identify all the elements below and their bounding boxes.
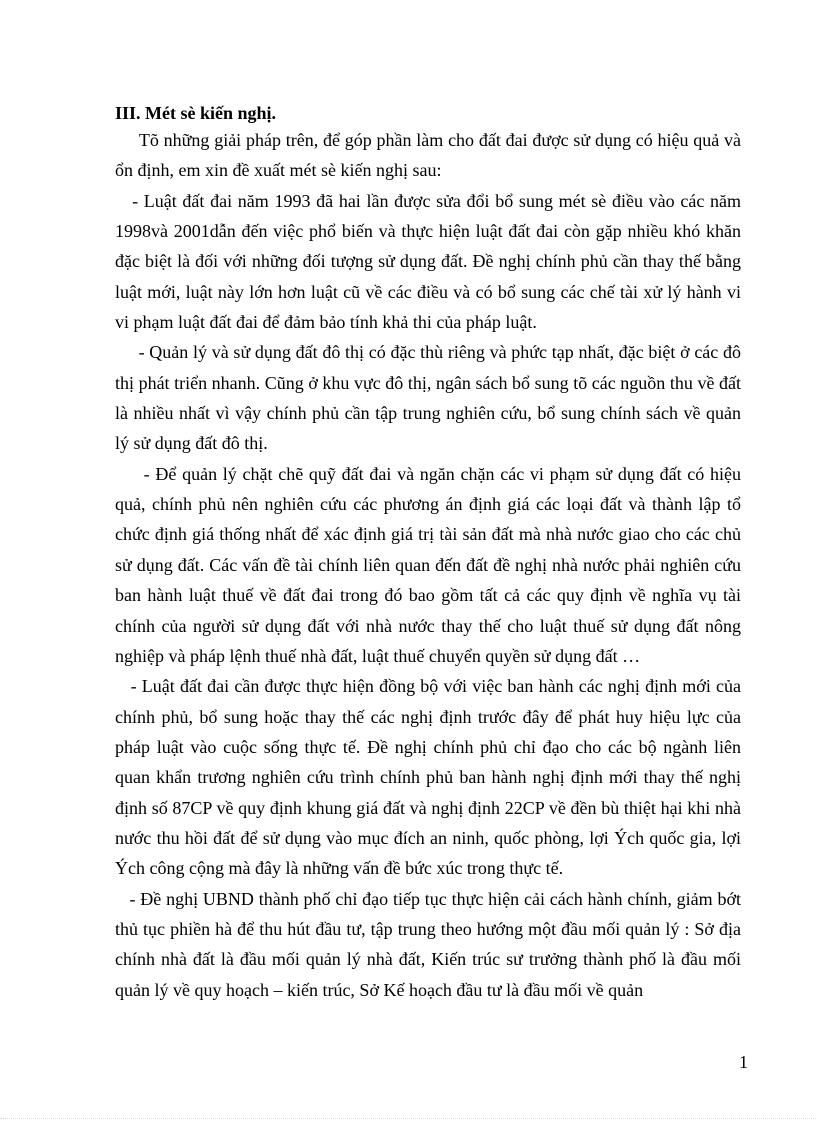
page-bottom-divider: [0, 1118, 816, 1119]
paragraph-urban-land: - Quản lý và sử dụng đất đô thị có đặc thù riêng và phức tạp nhất, đặc biệt ở các đô thị phát triển nhanh. Cũng ở khu vực đô thị, ngân sách bổ sung tõ các nguồn thu về đất là nhiều nhất vì vậy chính phủ cần tập trung nghiên cứu, bổ sung chính sách về quản lý sử dụng đất đô thị.: [115, 342, 746, 454]
paragraph-intro: Tõ những giải pháp trên, để góp phần làm cho đất đai được sử dụng có hiệu quả và ổn định, em xin đề xuất mét sè kiến nghị sau:: [115, 130, 746, 181]
paragraph-land-valuation: - Để quản lý chặt chẽ quỹ đất đai và ngăn chặn các vi phạm sử dụng đất có hiệu quả, chính phủ nên nghiên cứu các phương án định giá các loại đất và thành lập tổ chức định giá thống nhất để xác định giá trị tài sản đất mà nhà nước giao cho các chủ sử dụng đất. Các vấn đề tài chính liên quan đến đất đề nghị nhà nước phải nghiên cứu ban hành luật thuế về đất đai trong đó bao gồm tất cả các quy định về nghĩa vụ tài chính của người sử dụng đất với nhà nước thay thế cho luật thuế sử dụng đất nông nghiệp và pháp lệnh thuế nhà đất, luật thuế chuyển quyền sử dụng đất …: [115, 463, 746, 666]
section-heading: III. Mét sè kiến nghị.: [115, 103, 277, 123]
page-number: 1: [739, 1052, 748, 1072]
paragraph-decrees: - Luật đất đai cần được thực hiện đồng bộ với việc ban hành các nghị định mới của chính phủ, bổ sung hoặc thay thế các nghị định trước đây để phát huy hiệu lực của pháp luật vào cuộc sống thực tế. Đề nghị chính phủ chỉ đạo cho các bộ ngành liên quan khẩn trương nghiên cứu trình chính phủ ban hành nghị định mới thay thế nghị định số 87CP về quy định khung giá đất và nghị định 22CP về đền bù thiệt hại khi nhà nước thu hồi đất để sử dụng vào mục đích an ninh, quốc phòng, lợi Ých quốc gia, lợi Ých công cộng mà đây là những vấn đề bức xúc trong thực tế.: [115, 676, 746, 879]
paragraph-administrative-reform: - Đề nghị UBND thành phố chỉ đạo tiếp tục thực hiện cải cách hành chính, giảm bớt thủ tục phiền hà để thu hút đầu tư, tập trung theo hướng một đầu mối quản lý : Sở địa chính nhà đất là đầu mối quản lý nhà đất, Kiến trúc sư trưởng thành phố là đầu mối quản lý về quy hoạch – kiến trúc, Sở Kế hoạch đầu tư là đầu mối về quản: [115, 888, 746, 1000]
body-text: [115, 125, 746, 1005]
paragraph-land-law-amendment: - Luật đất đai năm 1993 đã hai lần được sửa đổi bổ sung mét sè điều vào các năm 1998và 2001dẫn đến việc phổ biến và thực hiện luật đất đai còn gặp nhiều khó khăn đặc biệt là đối với những đối tượng sử dụng đất. Đề nghị chính phủ cần thay thế bằng luật mới, luật này lớn hơn luật cũ về các điều và có bổ sung các chế tài xử lý hành vi vi phạm luật đất đai để đảm bảo tính khả thi của pháp luật.: [115, 190, 746, 333]
